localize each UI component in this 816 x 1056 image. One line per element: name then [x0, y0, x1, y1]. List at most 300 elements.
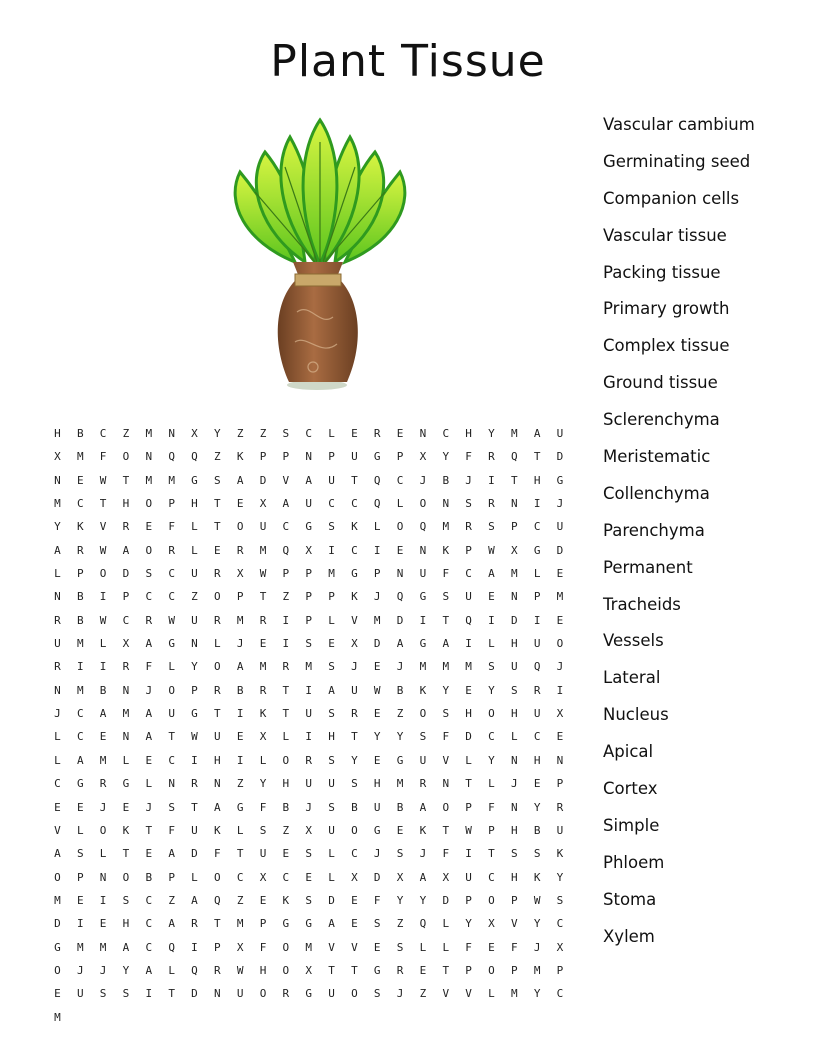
grid-letter: T	[465, 777, 472, 791]
grid-letter: N	[556, 753, 564, 767]
grid-letter: B	[236, 683, 244, 697]
grid-letter: R	[533, 683, 541, 697]
grid-letter: Y	[533, 917, 541, 931]
grid-letter: X	[236, 567, 244, 581]
grid-letter: L	[488, 987, 495, 1001]
page-title: Plant Tissue	[270, 36, 546, 87]
grid-letter: E	[305, 870, 313, 884]
grid-letter: E	[99, 730, 107, 744]
grid-letter: K	[419, 823, 427, 837]
grid-letter: C	[351, 847, 358, 861]
grid-letter: X	[305, 823, 313, 837]
grid-letter: U	[419, 753, 427, 767]
grid-letter: L	[510, 730, 518, 744]
grid-letter: P	[236, 590, 244, 604]
grid-letter: C	[145, 940, 153, 954]
grid-letter: C	[76, 730, 84, 744]
grid-letter: K	[351, 520, 358, 534]
grid-letter: Q	[168, 450, 175, 464]
grid-letter: I	[488, 613, 495, 627]
grid-letter: C	[533, 520, 541, 534]
grid-letter: D	[54, 917, 61, 931]
grid-letter: Q	[214, 893, 221, 907]
grid-letter: A	[236, 473, 244, 487]
grid-letter: E	[373, 753, 381, 767]
grid-letter: J	[419, 473, 427, 487]
grid-letter: S	[396, 940, 404, 954]
grid-letter: V	[465, 987, 472, 1001]
grid-letter: G	[351, 567, 358, 581]
grid-letter: S	[533, 847, 541, 861]
grid-letter: O	[99, 823, 107, 837]
grid-letter: E	[328, 637, 335, 651]
grid-letter: A	[419, 870, 427, 884]
grid-letter: H	[282, 777, 290, 791]
grid-letter: F	[99, 450, 107, 464]
grid-letter: O	[396, 520, 404, 534]
grid-letter: H	[510, 823, 518, 837]
grid-letter: L	[76, 823, 84, 837]
grid-letter: Q	[465, 613, 472, 627]
grid-letter: Y	[351, 753, 358, 767]
grid-letter: C	[76, 707, 84, 721]
grid-letter: V	[351, 940, 358, 954]
word-list-item: Vascular tissue	[603, 225, 727, 245]
grid-letter: E	[122, 800, 130, 814]
grid-letter: K	[236, 450, 244, 464]
grid-letter: R	[351, 707, 358, 721]
grid-letter: C	[442, 427, 450, 440]
grid-letter: X	[442, 870, 450, 884]
grid-letter: A	[76, 753, 84, 767]
grid-letter: R	[282, 987, 290, 1001]
grid-letter: E	[396, 427, 404, 440]
grid-letter: N	[54, 590, 61, 604]
grid-letter: S	[122, 893, 130, 907]
grid-letter: G	[373, 963, 381, 977]
grid-letter: P	[556, 963, 564, 977]
grid-letter: Y	[533, 987, 541, 1001]
grid-letter: U	[351, 683, 358, 697]
grid-letter: U	[305, 777, 313, 791]
grid-letter: A	[145, 707, 153, 721]
grid-letter: L	[99, 637, 107, 651]
grid-letter: X	[259, 497, 267, 511]
grid-letter: J	[145, 683, 153, 697]
grid-letter: P	[488, 823, 495, 837]
grid-letter: U	[510, 660, 518, 674]
grid-letter: U	[259, 847, 267, 861]
grid-letter: A	[145, 637, 153, 651]
grid-letter: E	[465, 683, 472, 697]
grid-letter: Q	[396, 590, 404, 604]
grid-letter: Z	[236, 427, 244, 440]
grid-letter: Y	[396, 730, 404, 744]
grid-letter: M	[259, 543, 267, 557]
grid-letter: P	[465, 543, 472, 557]
grid-letter: D	[396, 613, 404, 627]
grid-letter: Y	[488, 753, 495, 767]
grid-letter: O	[488, 893, 495, 907]
grid-letter: B	[351, 800, 358, 814]
grid-letter: L	[54, 730, 61, 744]
grid-letter: M	[76, 683, 84, 697]
word-list-item: Xylem	[603, 926, 655, 946]
grid-letter: H	[510, 637, 518, 651]
grid-letter: W	[99, 473, 107, 487]
grid-letter: R	[282, 660, 290, 674]
grid-letter: H	[510, 870, 518, 884]
grid-letter: E	[351, 427, 358, 440]
grid-letter: N	[54, 473, 61, 487]
word-list-item: Cortex	[603, 779, 658, 799]
grid-letter: G	[191, 473, 198, 487]
grid-letter: B	[76, 613, 84, 627]
grid-letter: P	[465, 963, 472, 977]
grid-letter: M	[122, 707, 130, 721]
grid-letter: X	[305, 963, 313, 977]
grid-letter: N	[122, 730, 130, 744]
grid-letter: J	[54, 707, 61, 721]
grid-letter: Y	[214, 427, 221, 440]
grid-letter: E	[236, 730, 244, 744]
word-list-item: Complex tissue	[603, 336, 730, 356]
grid-letter: T	[351, 963, 358, 977]
grid-letter: U	[328, 823, 335, 837]
grid-letter: C	[145, 590, 153, 604]
grid-letter: K	[442, 543, 450, 557]
grid-letter: A	[54, 543, 61, 557]
grid-letter: R	[99, 777, 107, 791]
grid-letter: N	[305, 450, 313, 464]
grid-letter: A	[122, 940, 130, 954]
grid-letter: T	[442, 613, 450, 627]
grid-letter: L	[465, 753, 472, 767]
grid-letter: Y	[442, 683, 450, 697]
grid-letter: Y	[419, 893, 427, 907]
grid-letter: U	[191, 823, 198, 837]
grid-letter: R	[214, 683, 221, 697]
word-list-item: Sclerenchyma	[603, 410, 720, 430]
grid-letter: E	[556, 567, 564, 581]
grid-letter: P	[510, 893, 518, 907]
grid-letter: C	[556, 917, 564, 931]
grid-letter: U	[305, 497, 313, 511]
grid-letter: M	[442, 660, 450, 674]
grid-letter: I	[488, 473, 495, 487]
word-list-item: Phloem	[603, 852, 665, 872]
grid-letter: F	[168, 520, 175, 534]
grid-letter: L	[168, 660, 175, 674]
grid-letter: M	[442, 520, 450, 534]
grid-letter: C	[236, 870, 244, 884]
grid-letter: Y	[191, 660, 198, 674]
grid-letter: S	[122, 987, 130, 1001]
grid-letter: N	[510, 800, 518, 814]
grid-letter: I	[236, 707, 244, 721]
grid-letter: I	[556, 683, 564, 697]
grid-letter: X	[556, 940, 564, 954]
grid-letter: M	[305, 660, 313, 674]
grid-letter: P	[305, 613, 313, 627]
grid-letter: A	[145, 963, 153, 977]
grid-letter: B	[76, 590, 84, 604]
grid-letter: I	[533, 613, 541, 627]
grid-letter: M	[510, 567, 518, 581]
grid-letter: N	[214, 987, 221, 1001]
grid-letter: S	[328, 660, 335, 674]
grid-letter: X	[488, 917, 495, 931]
grid-letter: S	[328, 753, 335, 767]
grid-letter: J	[419, 847, 427, 861]
grid-letter: L	[442, 917, 450, 931]
grid-letter: E	[396, 543, 404, 557]
grid-letter: N	[442, 497, 450, 511]
grid-letter: X	[191, 427, 198, 440]
grid-letter: R	[305, 753, 313, 767]
grid-letter: T	[533, 450, 541, 464]
grid-letter: O	[236, 520, 244, 534]
grid-letter: F	[145, 660, 153, 674]
grid-letter: R	[145, 613, 153, 627]
grid-letter: V	[510, 917, 518, 931]
grid-letter: A	[488, 567, 495, 581]
grid-letter: N	[122, 683, 130, 697]
grid-letter: R	[236, 543, 244, 557]
grid-letter: J	[465, 473, 472, 487]
grid-letter: K	[214, 823, 221, 837]
grid-letter: P	[305, 590, 313, 604]
grid-letter: R	[488, 450, 495, 464]
grid-letter: T	[510, 473, 518, 487]
grid-letter: Z	[396, 707, 404, 721]
grid-letter: L	[214, 637, 221, 651]
grid-letter: L	[191, 520, 198, 534]
grid-letter: D	[442, 893, 450, 907]
grid-letter: A	[442, 637, 450, 651]
grid-letter: M	[259, 660, 267, 674]
grid-letter: L	[122, 753, 130, 767]
grid-letter: Y	[465, 917, 472, 931]
grid-letter: F	[465, 450, 472, 464]
grid-letter: A	[282, 497, 290, 511]
grid-letter: Z	[214, 450, 221, 464]
grid-letter: O	[419, 497, 427, 511]
grid-letter: X	[305, 543, 313, 557]
grid-letter: O	[442, 800, 450, 814]
grid-letter: M	[373, 613, 381, 627]
grid-letter: P	[556, 777, 564, 791]
grid-letter: D	[373, 637, 381, 651]
word-list-item: Vascular cambium	[603, 115, 755, 134]
grid-letter: O	[214, 660, 221, 674]
grid-letter: B	[99, 683, 107, 697]
grid-letter: O	[282, 753, 290, 767]
grid-letter: F	[488, 800, 495, 814]
grid-letter: X	[351, 870, 358, 884]
grid-letter: P	[510, 963, 518, 977]
grid-letter: C	[488, 730, 495, 744]
grid-letter: S	[488, 660, 495, 674]
grid-letter: R	[556, 800, 564, 814]
grid-letter: J	[76, 963, 84, 977]
grid-letter: N	[145, 450, 153, 464]
grid-letter: A	[305, 473, 313, 487]
grid-letter: A	[191, 893, 198, 907]
grid-letter: Q	[419, 917, 427, 931]
grid-letter: Y	[259, 777, 267, 791]
grid-letter: W	[191, 730, 198, 744]
grid-letter: O	[488, 963, 495, 977]
grid-letter: E	[54, 800, 61, 814]
grid-letter: Q	[282, 543, 290, 557]
grid-letter: K	[259, 707, 267, 721]
grid-letter: S	[305, 637, 313, 651]
grid-letter: D	[191, 847, 198, 861]
grid-letter: Y	[373, 730, 381, 744]
grid-letter: M	[419, 660, 427, 674]
grid-letter: G	[305, 520, 313, 534]
grid-letter: L	[373, 520, 381, 534]
grid-letter: T	[442, 823, 450, 837]
word-list-item: Nucleus	[603, 705, 669, 725]
grid-letter: E	[76, 893, 84, 907]
grid-letter: J	[533, 940, 541, 954]
grid-letter: P	[259, 917, 267, 931]
grid-letter: U	[556, 520, 564, 534]
grid-letter: P	[191, 683, 198, 697]
grid-letter: S	[328, 520, 335, 534]
grid-letter: P	[510, 520, 518, 534]
grid-letter: S	[168, 800, 175, 814]
grid-letter: U	[465, 590, 472, 604]
grid-letter: M	[99, 940, 107, 954]
grid-letter: Q	[373, 497, 381, 511]
grid-letter: R	[259, 683, 267, 697]
grid-letter: S	[259, 823, 267, 837]
grid-letter: S	[351, 777, 358, 791]
grid-letter: P	[168, 497, 175, 511]
grid-letter: T	[145, 823, 153, 837]
grid-letter: A	[214, 800, 221, 814]
grid-letter: G	[373, 450, 381, 464]
grid-letter: T	[168, 987, 175, 1001]
grid-letter: N	[168, 777, 175, 791]
grid-letter: L	[533, 567, 541, 581]
grid-letter: I	[419, 613, 427, 627]
word-list-item: Lateral	[603, 668, 661, 688]
grid-letter: S	[373, 987, 381, 1001]
grid-letter: E	[488, 590, 495, 604]
grid-letter: T	[351, 473, 358, 487]
grid-letter: L	[282, 730, 290, 744]
grid-letter: C	[168, 567, 175, 581]
grid-letter: T	[282, 683, 290, 697]
grid-letter: I	[465, 637, 472, 651]
grid-letter: M	[510, 987, 518, 1001]
grid-letter: G	[373, 823, 381, 837]
grid-letter: D	[373, 870, 381, 884]
grid-letter: X	[556, 707, 564, 721]
grid-letter: U	[328, 987, 335, 1001]
grid-letter: O	[168, 683, 175, 697]
grid-letter: K	[419, 683, 427, 697]
grid-letter: H	[259, 963, 267, 977]
grid-letter: O	[145, 497, 153, 511]
grid-letter: E	[351, 893, 358, 907]
word-list-item: Tracheids	[603, 594, 681, 614]
grid-letter: A	[328, 683, 335, 697]
word-list-item: Primary growth	[603, 299, 730, 319]
grid-letter: L	[328, 870, 335, 884]
grid-letter: L	[145, 777, 153, 791]
grid-letter: A	[168, 847, 175, 861]
grid-letter: W	[168, 613, 175, 627]
grid-letter: M	[76, 940, 84, 954]
grid-letter: E	[76, 800, 84, 814]
grid-letter: M	[76, 637, 84, 651]
grid-letter: P	[122, 590, 130, 604]
grid-letter: E	[419, 963, 427, 977]
grid-letter: X	[419, 450, 427, 464]
grid-letter: I	[99, 590, 107, 604]
grid-letter: E	[556, 613, 564, 627]
grid-letter: U	[328, 473, 335, 487]
grid-letter: G	[533, 543, 541, 557]
grid-letter: S	[510, 847, 518, 861]
grid-letter: S	[442, 590, 450, 604]
grid-letter: G	[419, 590, 427, 604]
word-list-item: Collenchyma	[603, 483, 710, 503]
grid-letter: Z	[396, 917, 404, 931]
grid-letter: T	[99, 497, 107, 511]
word-list-item: Ground tissue	[603, 373, 718, 393]
grid-letter: O	[214, 870, 221, 884]
grid-letter: J	[396, 987, 404, 1001]
grid-letter: U	[556, 427, 564, 440]
grid-letter: R	[259, 613, 267, 627]
grid-letter: R	[465, 520, 472, 534]
grid-letter: T	[442, 963, 450, 977]
grid-letter: Y	[533, 800, 541, 814]
grid-letter: I	[99, 893, 107, 907]
grid-letter: F	[442, 567, 450, 581]
grid-letter: N	[54, 683, 61, 697]
grid-letter: J	[99, 800, 107, 814]
grid-letter: S	[282, 427, 290, 440]
grid-letter: I	[328, 543, 335, 557]
grid-letter: I	[191, 940, 198, 954]
grid-letter: G	[419, 637, 427, 651]
grid-letter: X	[122, 637, 130, 651]
grid-letter: F	[168, 823, 175, 837]
grid-letter: F	[442, 847, 450, 861]
grid-letter: S	[328, 800, 335, 814]
grid-letter: R	[191, 777, 198, 791]
grid-letter: O	[54, 963, 61, 977]
grid-letter: R	[214, 963, 221, 977]
grid-letter: H	[122, 497, 130, 511]
grid-letter: N	[510, 590, 518, 604]
grid-letter: H	[533, 753, 541, 767]
grid-letter: R	[54, 613, 61, 627]
grid-letter: F	[442, 730, 450, 744]
grid-letter: H	[465, 707, 472, 721]
grid-letter: R	[122, 660, 130, 674]
grid-letter: X	[54, 450, 61, 464]
grid-letter: U	[191, 613, 198, 627]
grid-letter: H	[510, 707, 518, 721]
